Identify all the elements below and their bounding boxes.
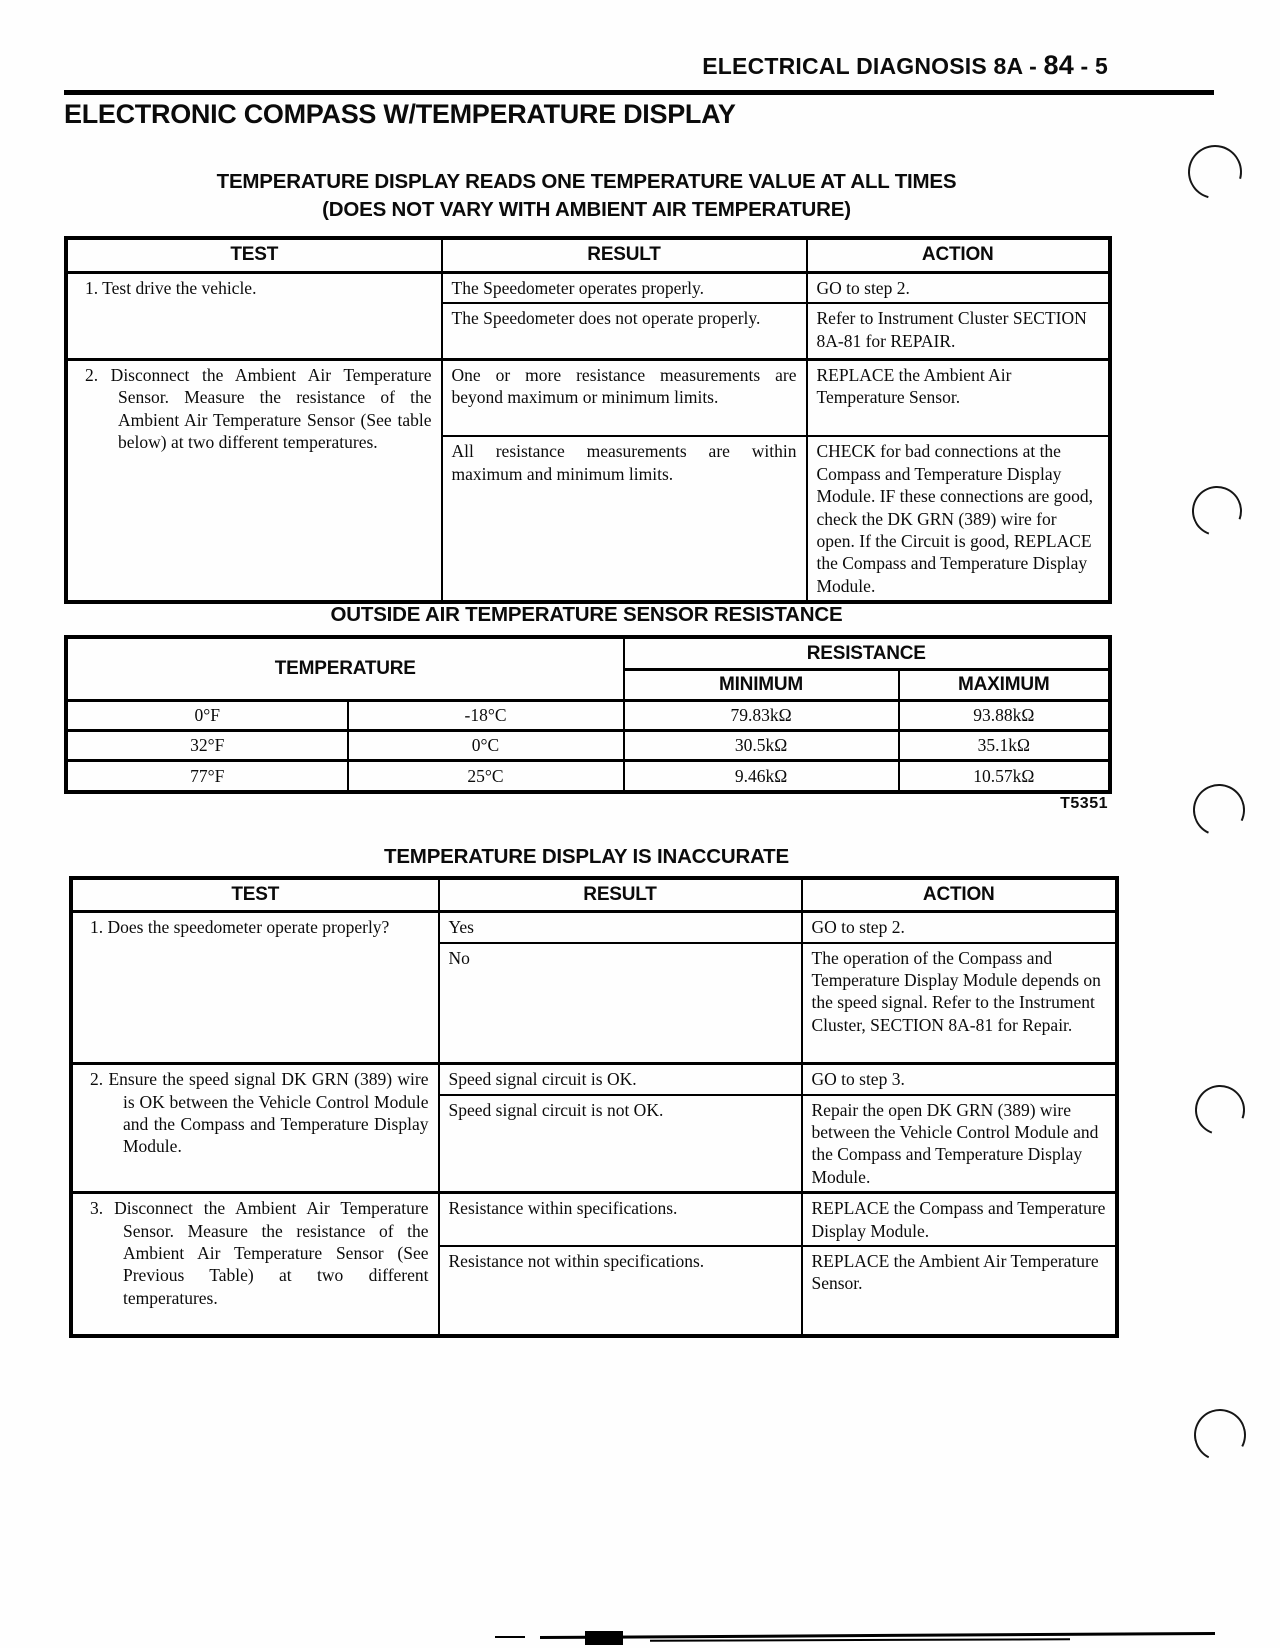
action-cell: Refer to Instrument Cluster SECTION 8A-81 for REPAIR. bbox=[807, 303, 1110, 359]
section2-title: TEMPERATURE DISPLAY IS INACCURATE bbox=[384, 845, 789, 868]
column-header-resistance: RESISTANCE bbox=[624, 638, 1110, 670]
temp-f-cell: 32°F bbox=[67, 731, 348, 761]
action-cell: Repair the open DK GRN (389) wire between the Vehicle Control Module and the Compass and Temperature Display Module. bbox=[802, 1095, 1117, 1193]
binder-hole-artifact bbox=[1184, 478, 1250, 544]
min-resistance-cell: 30.5kΩ bbox=[624, 731, 899, 761]
table-row bbox=[67, 731, 1110, 761]
temp-c-cell: -18°C bbox=[348, 701, 624, 731]
resistance-table bbox=[65, 636, 1111, 793]
result-cell: The Speedometer operates properly. bbox=[442, 273, 807, 304]
column-header-maximum: MAXIMUM bbox=[899, 670, 1110, 701]
binder-hole-artifact bbox=[1186, 777, 1253, 844]
binder-hole-artifact bbox=[1187, 1077, 1253, 1143]
min-resistance-cell: 9.46kΩ bbox=[624, 761, 899, 792]
action-cell: GO to step 2. bbox=[802, 912, 1117, 943]
min-resistance-cell: 79.83kΩ bbox=[624, 701, 899, 731]
column-header-minimum: MINIMUM bbox=[624, 670, 899, 701]
section1-title bbox=[65, 168, 1108, 223]
result-cell: No bbox=[439, 943, 802, 1064]
temp-c-cell: 25°C bbox=[348, 761, 624, 792]
action-cell: REPLACE the Ambient Air Temperature Sensor. bbox=[807, 359, 1110, 436]
temp-f-cell: 77°F bbox=[67, 761, 348, 792]
test-cell: 2. Ensure the speed signal DK GRN (389) wire is OK between the Vehicle Control Module and the Compass and Temperature Display Module. bbox=[72, 1064, 439, 1193]
test-cell: 2. Disconnect the Ambient Air Temperature Sensor. Measure the resistance of the Ambient Air Temperature Sensor (See table below) at two different temperatures. bbox=[67, 359, 442, 601]
action-cell: REPLACE the Compass and Temperature Display Module. bbox=[802, 1193, 1117, 1246]
test-cell: 3. Disconnect the Ambient Air Temperature Sensor. Measure the resistance of the Ambient Air Temperature Sensor (See Previous Table) at two different temperatures. bbox=[72, 1193, 439, 1336]
resistance-table-title: OUTSIDE AIR TEMPERATURE SENSOR RESISTANCE bbox=[330, 603, 843, 626]
column-header-test: TEST bbox=[72, 879, 439, 912]
result-cell: Speed signal circuit is OK. bbox=[439, 1064, 802, 1095]
diagnosis-table-two bbox=[70, 877, 1118, 1337]
action-cell: CHECK for bad connections at the Compass and Temperature Display Module. IF these connections are good, check the DK GRN (389) wire for open. If the Circuit is good, REPLACE the Compass and Temperature Display Module. bbox=[807, 436, 1110, 601]
max-resistance-cell: 10.57kΩ bbox=[899, 761, 1110, 792]
running-header-suffix: - 5 bbox=[1073, 53, 1108, 79]
column-header-temperature: TEMPERATURE bbox=[67, 638, 624, 701]
temp-f-cell: 0°F bbox=[67, 701, 348, 731]
header-rule bbox=[64, 90, 1214, 95]
running-header-text: ELECTRICAL DIAGNOSIS 8A - bbox=[702, 53, 1044, 79]
column-header-result: RESULT bbox=[439, 879, 802, 912]
result-cell: Resistance not within specifications. bbox=[439, 1246, 802, 1336]
scan-edge-dash bbox=[495, 1636, 525, 1638]
result-cell: Speed signal circuit is not OK. bbox=[439, 1095, 802, 1193]
table-row bbox=[67, 701, 1110, 731]
max-resistance-cell: 35.1kΩ bbox=[899, 731, 1110, 761]
action-cell: The operation of the Compass and Temperature Display Module depends on the speed signal. Refer to the Instrument Cluster, SECTION 8A-81 for Repair. bbox=[802, 943, 1117, 1064]
test-cell: 1. Does the speedometer operate properly? bbox=[72, 912, 439, 1064]
binder-hole-artifact bbox=[1187, 1402, 1253, 1468]
action-cell: REPLACE the Ambient Air Temperature Sensor. bbox=[802, 1246, 1117, 1336]
section1-title-line1: TEMPERATURE DISPLAY READS ONE TEMPERATURE VALUE AT ALL TIMES bbox=[216, 170, 957, 193]
binder-hole-artifact bbox=[1178, 135, 1252, 209]
figure-label: T5351 bbox=[1060, 795, 1108, 812]
column-header-action: ACTION bbox=[807, 239, 1110, 273]
result-cell: One or more resistance measurements are beyond maximum or minimum limits. bbox=[442, 359, 807, 436]
action-cell: GO to step 3. bbox=[802, 1064, 1117, 1095]
diagnosis-table-one bbox=[65, 237, 1111, 603]
running-header-page-number: 84 bbox=[1043, 50, 1074, 80]
page-title: ELECTRONIC COMPASS W/TEMPERATURE DISPLAY bbox=[64, 99, 736, 129]
scan-edge-line bbox=[650, 1638, 1070, 1641]
result-cell: The Speedometer does not operate properly. bbox=[442, 303, 807, 359]
result-cell: Yes bbox=[439, 912, 802, 943]
column-header-test: TEST bbox=[67, 239, 442, 273]
result-cell: Resistance within specifications. bbox=[439, 1193, 802, 1246]
running-header bbox=[702, 50, 1108, 81]
column-header-result: RESULT bbox=[442, 239, 807, 273]
action-cell: GO to step 2. bbox=[807, 273, 1110, 304]
test-cell: 1. Test drive the vehicle. bbox=[67, 273, 442, 360]
table-row bbox=[67, 761, 1110, 792]
scan-edge-blob bbox=[585, 1631, 623, 1645]
result-cell: All resistance measurements are within maximum and minimum limits. bbox=[442, 436, 807, 601]
column-header-action: ACTION bbox=[802, 879, 1117, 912]
temp-c-cell: 0°C bbox=[348, 731, 624, 761]
section1-title-line2: (DOES NOT VARY WITH AMBIENT AIR TEMPERATURE) bbox=[322, 197, 851, 221]
max-resistance-cell: 93.88kΩ bbox=[899, 701, 1110, 731]
